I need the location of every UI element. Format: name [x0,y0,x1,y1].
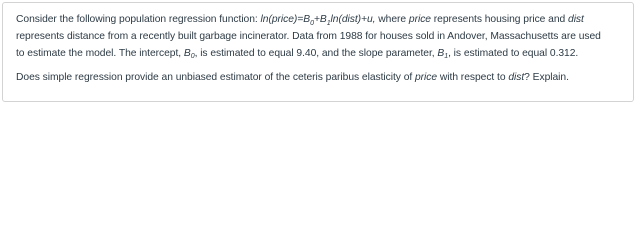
subscript: 0 [310,19,314,27]
function-part: ln(dist)+u, [330,14,376,25]
question-paragraph-model [16,12,628,62]
symbol: B [183,47,191,59]
text-segment: represents housing price and [430,14,569,25]
question-line-4 [16,70,628,87]
subscript: 0 [190,53,195,61]
variable-price: price [408,14,431,25]
question-line-1 [16,12,628,29]
question-line-3 [16,46,628,63]
variable-price: price [415,72,438,84]
function-part: +B [313,14,327,25]
variable-dist: dist [508,72,525,84]
subscript: 1 [444,53,449,61]
text-segment: where [375,14,409,25]
symbol: B [437,47,445,59]
text-segment: , is estimated to equal 0.312. [448,47,579,59]
text-segment: to estimate the model. The intercept, [16,47,184,59]
question-card [2,2,634,102]
regression-function [261,14,376,25]
text-segment: with respect to [437,72,509,84]
question-text [16,12,628,87]
slope-symbol [437,48,448,59]
question-paragraph-prompt [16,70,628,87]
text-segment: ? Explain. [524,72,569,84]
text-segment: Does simple regression provide an unbiased estimator of the ceteris paribus elasticity of [16,72,415,84]
intercept-symbol [184,48,195,59]
question-line-2: represents distance from a recently built garbage incinerator. Data from 1988 for houses sold in Andover, Massachusetts are used [16,30,601,42]
text-segment: , is estimated to equal 9.40, and the slope parameter, [194,47,438,59]
variable-dist: dist [568,14,584,25]
text-segment: Consider the following population regression function: [16,14,261,25]
subscript: 1 [326,19,331,27]
function-part: ln(price)=B [260,14,311,25]
